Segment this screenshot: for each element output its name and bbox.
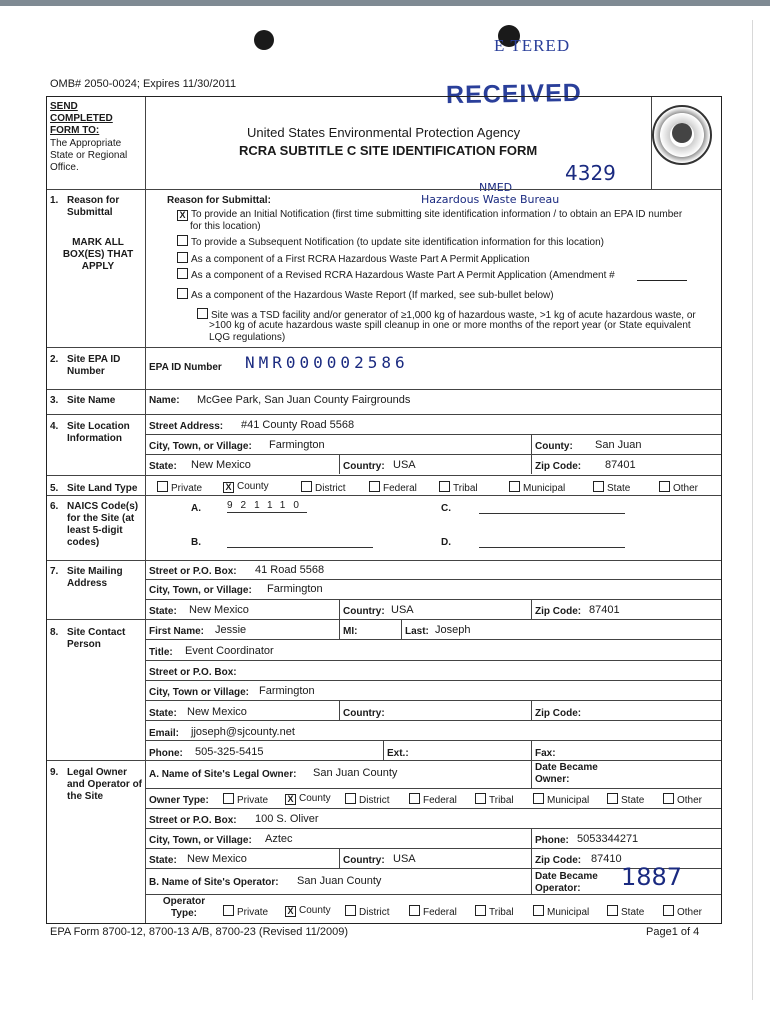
sec1-label: Reason for Submittal (67, 195, 120, 218)
sec5-label: Site Land Type (67, 483, 138, 494)
first-name-value[interactable]: Jessie (215, 624, 247, 636)
city-value[interactable]: Farmington (269, 439, 325, 451)
operator-name-label: B. Name of Site's Operator: (149, 877, 279, 888)
mark-all-note: MARK ALL BOX(ES) THAT APPLY (62, 237, 134, 272)
owner-country-label: Country: (343, 855, 385, 866)
contact-state-value[interactable]: New Mexico (187, 706, 247, 718)
checkbox[interactable] (607, 905, 618, 916)
checkbox-checked[interactable]: X (285, 906, 296, 917)
checkbox[interactable] (663, 793, 674, 804)
owner-zip-label: Zip Code: (535, 855, 582, 866)
sub-bullet-line3: LQG regulations) (209, 332, 286, 343)
operator-type-municipal[interactable]: Municipal (533, 905, 589, 919)
sec6-label: NAICS Code(s) for the Site (at least 5-digit codes) (67, 501, 139, 548)
mail-street-value[interactable]: 41 Road 5568 (255, 564, 325, 576)
street-label: Street Address: (149, 421, 224, 432)
checkbox[interactable] (663, 905, 674, 916)
nmed-stamp: NMED (479, 181, 513, 194)
checkbox-checked[interactable]: X (177, 210, 188, 221)
mi-label: MI: (343, 626, 358, 637)
sec7-num: 7. (50, 566, 59, 577)
sec3-num: 3. (50, 395, 59, 406)
contact-zip-label: Zip Code: (535, 708, 582, 719)
site-name-label: Name: (149, 395, 180, 406)
owner-city-value[interactable]: Aztec (265, 833, 293, 845)
naics-a-value[interactable]: 921110 (227, 500, 307, 511)
mail-street-label: Street or P.O. Box: (149, 566, 237, 577)
checkbox[interactable] (369, 481, 380, 492)
entered-stamp: E TERED (494, 36, 571, 55)
checkbox[interactable] (301, 481, 312, 492)
operator-name-value[interactable]: San Juan County (297, 875, 382, 887)
date-became-owner-label: Date Became Owner: (535, 762, 598, 785)
checkbox[interactable] (157, 481, 168, 492)
checkbox[interactable] (533, 905, 544, 916)
scan-right-edge (752, 20, 753, 1000)
owner-phone-value[interactable]: 5053344271 (577, 833, 639, 845)
owner-state-value[interactable]: New Mexico (187, 853, 247, 865)
checkbox[interactable] (533, 793, 544, 804)
epa-seal-icon (652, 105, 712, 165)
owner-state-label: State: (149, 855, 177, 866)
sec8-label: Site Contact Person (67, 627, 126, 650)
land-type-county[interactable]: X County (223, 481, 269, 493)
reason-option-hw-report[interactable]: As a component of the Hazardous Waste Report (If marked, see sub-bullet below) (177, 288, 554, 302)
owner-name-value[interactable]: San Juan County (313, 767, 398, 779)
contact-state-label: State: (149, 708, 177, 719)
checkbox[interactable] (409, 793, 420, 804)
reason-option-subsequent[interactable]: To provide a Subsequent Notification (to update site identification information for this location) (177, 235, 604, 249)
fax-label: Fax: (535, 748, 556, 759)
owner-type-district[interactable]: District (345, 793, 390, 807)
checkbox[interactable] (177, 235, 188, 246)
title-label: Title: (149, 647, 173, 658)
form-number: EPA Form 8700-12, 8700-13 A/B, 8700-23 (Revised 11/2009) (50, 926, 348, 938)
mail-zip-value[interactable]: 87401 (589, 604, 620, 616)
checkbox[interactable] (439, 481, 450, 492)
naics-b-label: B. (191, 537, 201, 548)
checkbox[interactable] (177, 268, 188, 279)
owner-type-label: Owner Type: (149, 795, 209, 806)
checkbox[interactable] (223, 905, 234, 916)
sec2-label: Site EPA ID Number (67, 354, 121, 377)
bureau-stamp: Hazardous Waste Bureau (421, 193, 560, 206)
owner-phone-label: Phone: (535, 835, 569, 846)
sec9-label: Legal Owner and Operator of the Site (67, 767, 143, 802)
omb-number: OMB# 2050-0024; Expires 11/30/2011 (50, 78, 237, 90)
scan-top-edge (0, 0, 770, 6)
owner-type-state[interactable]: State (607, 793, 644, 807)
sec2-num: 2. (50, 354, 59, 365)
owner-type-federal[interactable]: Federal (409, 793, 457, 807)
land-type-federal[interactable]: Federal (369, 481, 417, 495)
mail-state-label: State: (149, 606, 177, 617)
owner-type-private[interactable]: Private (223, 793, 268, 807)
land-type-district[interactable]: District (301, 481, 346, 495)
page-number: Page1 of 4 (646, 926, 700, 938)
sec4-num: 4. (50, 421, 59, 432)
owner-city-label: City, Town, or Village: (149, 835, 252, 846)
operator-type-district[interactable]: District (345, 905, 390, 919)
email-value[interactable]: jjoseph@sjcounty.net (191, 726, 295, 738)
agency-name: United States Environmental Protection Agency (247, 125, 521, 140)
contact-country-label: Country: (343, 708, 385, 719)
land-type-tribal[interactable]: Tribal (439, 481, 478, 495)
last-name-value[interactable]: Joseph (435, 624, 471, 636)
checkbox[interactable] (509, 481, 520, 492)
operator-type-tribal[interactable]: Tribal (475, 905, 514, 919)
checkbox[interactable] (223, 793, 234, 804)
punch-hole (254, 30, 274, 50)
checkbox[interactable] (607, 793, 618, 804)
checkbox[interactable] (345, 793, 356, 804)
state-value[interactable]: New Mexico (191, 459, 251, 471)
contact-city-value[interactable]: Farmington (259, 685, 315, 697)
epa-id-value[interactable]: NMR000002586 (245, 353, 409, 372)
zip-value[interactable]: 87401 (605, 459, 636, 471)
reason-option-revised-part-a[interactable]: As a component of a Revised RCRA Hazardous Waste Part A Permit Application (Amendment # (177, 268, 615, 282)
sec6-num: 6. (50, 501, 59, 512)
naics-d-label: D. (441, 537, 451, 548)
operator-type-other[interactable]: Other (663, 905, 702, 919)
send-to-text: The Appropriate State or Regional Office. (50, 138, 128, 173)
contact-street-label: Street or P.O. Box: (149, 667, 237, 678)
owner-street-value[interactable]: 100 S. Oliver (255, 813, 319, 825)
received-stamp: RECEIVED (445, 78, 583, 110)
owner-country-value[interactable]: USA (393, 853, 416, 865)
operator-type-private[interactable]: Private (223, 905, 268, 919)
land-type-state[interactable]: State (593, 481, 630, 495)
sec1-num: 1. (50, 195, 59, 206)
form-table (46, 96, 722, 924)
naics-c-label: C. (441, 503, 451, 514)
reason-option-initial[interactable]: X To provide an Initial Notification (first time submitting site identification information / to obtain an EPA ID number (177, 209, 682, 221)
naics-a-label: A. (191, 503, 201, 514)
mail-city-value[interactable]: Farmington (267, 583, 323, 595)
county-value[interactable]: San Juan (595, 439, 642, 451)
checkbox[interactable] (659, 481, 670, 492)
checkbox-checked[interactable]: X (285, 794, 296, 805)
operator-type-label: Operator Type: (162, 896, 206, 919)
state-label: State: (149, 461, 177, 472)
title-value[interactable]: Event Coordinator (185, 645, 274, 657)
country-value[interactable]: USA (393, 459, 416, 471)
reason-option-first-part-a[interactable]: As a component of a First RCRA Hazardous Waste Part A Permit Application (177, 252, 530, 266)
sec3-label: Site Name (67, 395, 116, 406)
mail-city-label: City, Town, or Village: (149, 585, 252, 596)
sec9-num: 9. (50, 767, 59, 778)
sec4-label: Site Location Information (67, 421, 130, 444)
checkbox[interactable] (177, 288, 188, 299)
city-label: City, Town, or Village: (149, 441, 252, 452)
land-type-private[interactable]: Private (157, 481, 202, 495)
mail-state-value[interactable]: New Mexico (189, 604, 249, 616)
checkbox[interactable] (345, 905, 356, 916)
reason-option-initial-cont: for this location) (190, 221, 261, 232)
form-title: RCRA SUBTITLE C SITE IDENTIFICATION FORM (239, 143, 538, 158)
country-label: Country: (343, 461, 385, 472)
owner-street-label: Street or P.O. Box: (149, 815, 237, 826)
send-completed-label: SEND COMPLETED FORM TO: (50, 101, 113, 136)
land-type-other[interactable]: Other (659, 481, 698, 495)
checkbox[interactable] (475, 905, 486, 916)
mail-country-label: Country: (343, 606, 385, 617)
sec8-num: 8. (50, 627, 59, 638)
operator-type-federal[interactable]: Federal (409, 905, 457, 919)
county-label: County: (535, 441, 573, 452)
sec7-label: Site Mailing Address (67, 566, 123, 589)
land-type-municipal[interactable]: Municipal (509, 481, 565, 495)
phone-label: Phone: (149, 748, 183, 759)
date-became-operator-label: Date Became Operator: (535, 871, 598, 894)
owner-type-tribal[interactable]: Tribal (475, 793, 514, 807)
owner-name-label: A. Name of Site's Legal Owner: (149, 769, 297, 780)
ext-label: Ext.: (387, 748, 409, 759)
owner-type-county[interactable]: X County (285, 793, 331, 805)
checkbox[interactable] (197, 308, 208, 319)
owner-zip-value[interactable]: 87410 (591, 853, 622, 865)
checkbox[interactable] (475, 793, 486, 804)
street-value[interactable]: #41 County Road 5568 (241, 419, 355, 431)
contact-city-label: City, Town or Village: (149, 687, 250, 698)
mail-zip-label: Zip Code: (535, 606, 582, 617)
handwritten-number: 4329 (565, 161, 616, 185)
owner-type-municipal[interactable]: Municipal (533, 793, 589, 807)
email-label: Email: (149, 728, 180, 739)
mail-country-value[interactable]: USA (391, 604, 414, 616)
operator-type-county[interactable]: X County (285, 905, 331, 917)
zip-label: Zip Code: (535, 461, 582, 472)
phone-value[interactable]: 505-325-5415 (195, 746, 264, 758)
epa-id-label: EPA ID Number (149, 362, 222, 373)
first-name-label: First Name: (149, 626, 205, 637)
sec5-num: 5. (50, 483, 59, 494)
site-name-value[interactable]: McGee Park, San Juan County Fairgrounds (197, 394, 411, 406)
sub-bullet-line2: >100 kg of acute hazardous waste spill cleanup in one or more months of the report year (or State equivalent (209, 320, 691, 331)
last-name-label: Last: (405, 626, 429, 637)
owner-type-other[interactable]: Other (663, 793, 702, 807)
checkbox[interactable] (593, 481, 604, 492)
sub-bullet-tsd[interactable]: Site was a TSD facility and/or generator of ≥1,000 kg of hazardous waste, >1 kg of acute hazardous waste, or (197, 308, 696, 322)
sec1-heading: Reason for Submittal: (167, 195, 271, 206)
operator-type-state[interactable]: State (607, 905, 644, 919)
handwritten-operator-number: 1887 (621, 863, 683, 891)
checkbox[interactable] (409, 905, 420, 916)
checkbox-checked[interactable]: X (223, 482, 234, 493)
checkbox[interactable] (177, 252, 188, 263)
